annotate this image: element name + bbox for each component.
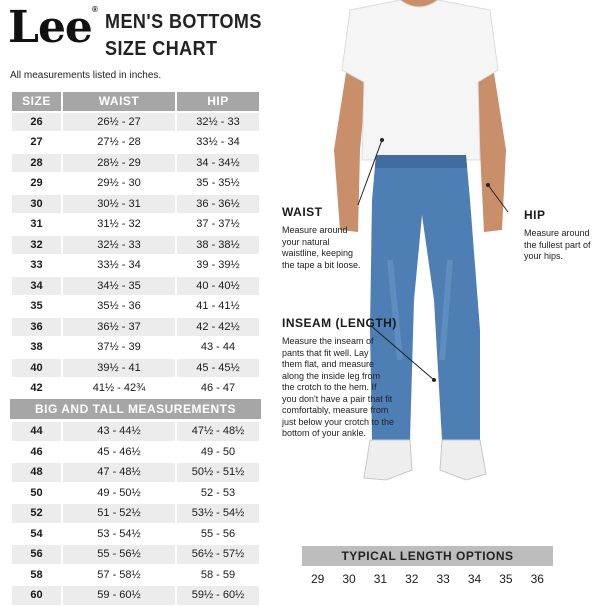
waist-cell: 59 - 60½ bbox=[63, 586, 175, 605]
hip-cell: 38 - 38½ bbox=[177, 236, 259, 255]
table-row bbox=[12, 525, 259, 544]
table-row bbox=[12, 566, 259, 585]
description-line: the tape a bit loose. bbox=[282, 259, 361, 270]
hip-cell: 52 - 53 bbox=[200, 486, 236, 499]
table-row bbox=[12, 297, 259, 316]
waist-cell: 47 - 48½ bbox=[63, 463, 175, 482]
description-line: Measure around bbox=[524, 228, 590, 238]
hip-cell: 37 - 37½ bbox=[196, 218, 240, 231]
size-cell: 29 bbox=[30, 177, 43, 190]
waist-description bbox=[282, 225, 361, 271]
hip-cell: 47½ - 48½ bbox=[177, 422, 259, 441]
hip-cell: 35 - 35½ bbox=[196, 177, 240, 190]
typical-length-list bbox=[302, 572, 553, 586]
size-cell: 33 bbox=[30, 259, 43, 272]
waist-cell: 51 - 52½ bbox=[63, 504, 175, 523]
table-row bbox=[12, 195, 259, 214]
hip-cell: 50½ - 51½ bbox=[177, 463, 259, 482]
waist-cell: 41½ - 42¾ bbox=[92, 382, 146, 395]
length-option: 36 bbox=[530, 572, 544, 586]
waist-cell: 28½ - 29 bbox=[63, 154, 175, 173]
hip-cell: 33½ - 34 bbox=[196, 136, 240, 149]
description-line: your hips. bbox=[524, 251, 564, 261]
description-line: the crotch to the hem. If bbox=[282, 382, 377, 392]
length-option: 31 bbox=[373, 572, 388, 586]
waist-cell: 34½ - 35 bbox=[63, 277, 175, 296]
table-row bbox=[12, 443, 259, 462]
big-tall-table bbox=[10, 420, 261, 607]
description-line: Measure around bbox=[282, 225, 348, 235]
typical-length-header: TYPICAL LENGTH OPTIONS bbox=[302, 546, 553, 566]
size-cell: 36 bbox=[12, 318, 61, 337]
length-option: 29 bbox=[311, 572, 325, 586]
hip-cell: 58 - 59 bbox=[200, 568, 236, 581]
size-cell: 28 bbox=[12, 154, 61, 173]
hip-cell: 53½ - 54½ bbox=[177, 504, 259, 523]
hip-cell: 45 - 45½ bbox=[177, 359, 259, 378]
description-line: your natural bbox=[282, 236, 330, 247]
size-cell: 58 bbox=[30, 568, 43, 581]
size-cell: 30 bbox=[12, 195, 61, 214]
description-line: along the inside leg from bbox=[282, 370, 381, 381]
waist-cell: 53 - 54½ bbox=[97, 527, 141, 540]
size-cell: 27 bbox=[30, 136, 43, 149]
waist-cell: 43 - 44½ bbox=[63, 422, 175, 441]
table-row bbox=[12, 277, 259, 296]
size-cell: 56 bbox=[12, 545, 61, 564]
hip-cell: 41 - 41½ bbox=[196, 300, 240, 313]
size-cell: 60 bbox=[12, 586, 61, 605]
size-cell: 46 bbox=[30, 445, 43, 458]
length-option: 35 bbox=[499, 572, 513, 586]
measurement-note: All measurements listed in inches. bbox=[10, 70, 162, 81]
hip-cell: 46 - 47 bbox=[200, 382, 236, 395]
description-line: Measure the inseam of bbox=[282, 336, 374, 346]
size-cell: 32 bbox=[12, 236, 61, 255]
hip-pointer-dot bbox=[486, 183, 490, 187]
table-row bbox=[12, 133, 259, 152]
table-row bbox=[12, 422, 259, 441]
waist-cell: 49 - 50½ bbox=[97, 486, 141, 499]
big-tall-header: BIG AND TALL MEASUREMENTS bbox=[10, 399, 261, 419]
description-line: comfortably, measure from bbox=[282, 405, 389, 415]
hip-label: HIP bbox=[524, 208, 546, 222]
size-cell: 40 bbox=[12, 359, 61, 378]
waist-cell: 27½ - 28 bbox=[97, 136, 141, 149]
page-title bbox=[105, 9, 285, 63]
length-option: 34 bbox=[467, 572, 482, 586]
hip-cell: 59½ - 60½ bbox=[177, 586, 259, 605]
table-row bbox=[12, 504, 259, 523]
hip-cell: 43 - 44 bbox=[200, 341, 236, 354]
waist-cell: 45 - 46½ bbox=[97, 445, 141, 458]
description-line: the fullest part of bbox=[524, 239, 591, 250]
waist-cell: 37½ - 39 bbox=[97, 341, 141, 354]
description-line: just below your crotch to the bbox=[282, 416, 395, 427]
size-cell: 26 bbox=[12, 113, 61, 132]
size-cell: 31 bbox=[30, 218, 43, 231]
lee-logo: Lee® bbox=[8, 2, 97, 53]
inseam-description bbox=[282, 336, 394, 440]
waist-cell: 39½ - 41 bbox=[63, 359, 175, 378]
table-row bbox=[12, 154, 259, 173]
title-line-1: MEN'S BOTTOMS bbox=[105, 11, 262, 33]
waist-cell: 31½ - 32 bbox=[97, 218, 141, 231]
waist-cell: 57 - 58½ bbox=[97, 568, 141, 581]
hip-cell: 40 - 40½ bbox=[177, 277, 259, 296]
waist-column-header: WAIST bbox=[63, 92, 175, 111]
table-row bbox=[12, 586, 259, 605]
right-sneaker bbox=[440, 440, 486, 480]
table-row bbox=[12, 359, 259, 378]
waist-cell: 26½ - 27 bbox=[63, 113, 175, 132]
size-cell: 52 bbox=[12, 504, 61, 523]
inseam-label: INSEAM (LENGTH) bbox=[282, 316, 397, 330]
size-column-header: SIZE bbox=[12, 92, 61, 111]
table-row bbox=[12, 113, 259, 132]
hip-cell: 42 - 42½ bbox=[177, 318, 259, 337]
hip-cell: 34 - 34½ bbox=[177, 154, 259, 173]
description-line: pants that fit well. Lay bbox=[282, 347, 369, 358]
hip-cell: 56½ - 57½ bbox=[177, 545, 259, 564]
table-row bbox=[12, 484, 259, 503]
description-line: them flat, and measure bbox=[282, 359, 375, 369]
hip-cell: 39 - 39½ bbox=[196, 259, 240, 272]
table-row bbox=[12, 545, 259, 564]
waist-pointer-dot bbox=[380, 138, 384, 142]
hip-cell: 36 - 36½ bbox=[177, 195, 259, 214]
length-option: 33 bbox=[436, 572, 450, 586]
left-sneaker bbox=[364, 440, 412, 480]
waist-cell: 29½ - 30 bbox=[97, 177, 141, 190]
hip-cell: 32½ - 33 bbox=[177, 113, 259, 132]
title-line-2: SIZE CHART bbox=[105, 38, 218, 60]
hip-description bbox=[524, 228, 591, 263]
table-row bbox=[12, 338, 259, 357]
size-cell: 50 bbox=[30, 486, 43, 499]
waist-label: WAIST bbox=[282, 205, 323, 219]
hip-cell: 55 - 56 bbox=[200, 527, 236, 540]
waistband bbox=[375, 155, 467, 168]
waist-cell: 32½ - 33 bbox=[63, 236, 175, 255]
size-cell: 42 bbox=[30, 382, 43, 395]
size-cell: 44 bbox=[12, 422, 61, 441]
size-cell: 48 bbox=[12, 463, 61, 482]
table-row bbox=[12, 379, 259, 398]
table-row bbox=[12, 236, 259, 255]
length-option: 30 bbox=[342, 572, 356, 586]
table-row bbox=[12, 463, 259, 482]
table-row bbox=[12, 174, 259, 193]
size-table bbox=[10, 90, 261, 400]
waist-cell: 36½ - 37 bbox=[63, 318, 175, 337]
white-tshirt bbox=[342, 0, 498, 160]
waist-cell: 30½ - 31 bbox=[63, 195, 175, 214]
size-cell: 35 bbox=[30, 300, 43, 313]
description-line: you don't have a pair that fit bbox=[282, 393, 393, 404]
waist-cell: 55 - 56½ bbox=[63, 545, 175, 564]
table-row bbox=[12, 215, 259, 234]
description-line: bottom of your ankle. bbox=[282, 428, 367, 438]
table-row bbox=[12, 256, 259, 275]
size-cell: 34 bbox=[12, 277, 61, 296]
left-arm bbox=[334, 60, 366, 232]
description-line: waistline, keeping bbox=[282, 248, 354, 258]
table-row bbox=[12, 318, 259, 337]
length-option: 32 bbox=[405, 572, 419, 586]
size-cell: 54 bbox=[30, 527, 43, 540]
waist-cell: 35½ - 36 bbox=[97, 300, 141, 313]
hip-cell: 49 - 50 bbox=[200, 445, 236, 458]
size-cell: 38 bbox=[30, 341, 43, 354]
hip-column-header: HIP bbox=[177, 92, 259, 111]
waist-cell: 33½ - 34 bbox=[97, 259, 141, 272]
inseam-pointer-dot bbox=[432, 378, 436, 382]
